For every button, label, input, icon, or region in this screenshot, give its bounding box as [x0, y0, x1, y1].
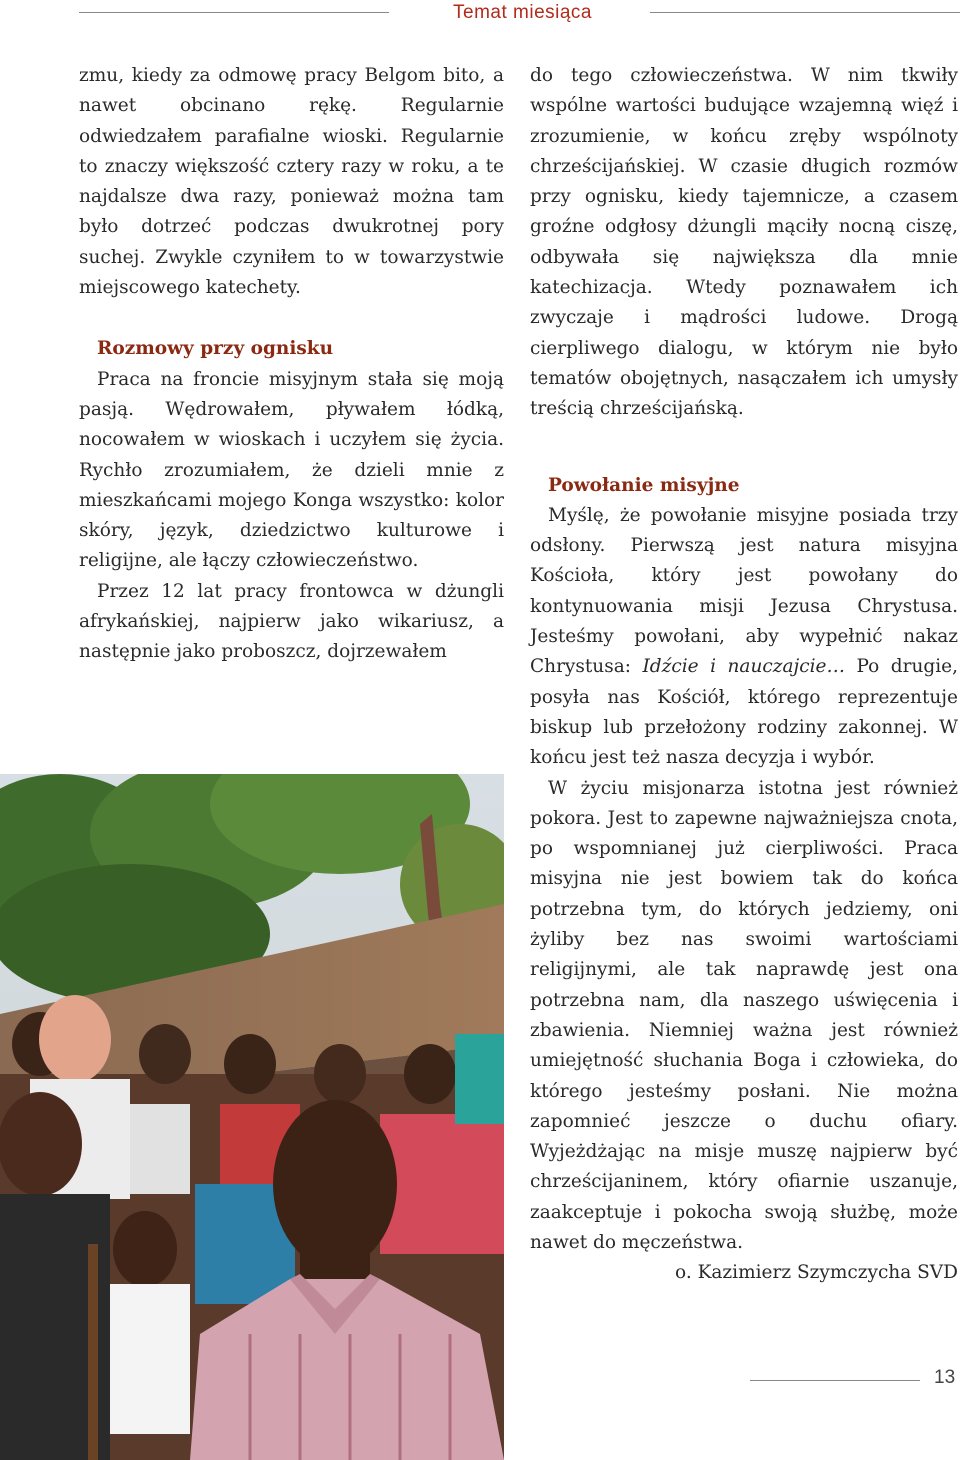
left-heading: Rozmowy przy ognisku — [97, 338, 334, 360]
right-paragraph-3: W życiu misjonarza istotna jest również pokora. Jest to zapewne najważniejsza cnota, po wspomnianej już cierpliwości. Praca misyjna nie jest bowiem tak do końca potrzebna tym, do których jedziemy, oni żyliby bez nas swoimi wartościami religijnymi, ale tak naprawdę jest ona potrzebna nam, dla naszego uświęcenia i zbawienia. Niemniej ważna jest również umiejętność słuchania Boga i człowieka, do którego jesteśmy posłani. Nie można zapomnieć jeszcze o duchu ofiary. Wyjeżdżając na misje muszę najpierw być chrześcijaninem, który ofiarnie uszanuje, zaakceptuje i pokocha swoją służbę, może nawet do męczeństwa. — [530, 777, 958, 1253]
page-number: 13 — [934, 1367, 956, 1388]
author-signature: o. Kazimierz Szymczycha SVD — [675, 1262, 958, 1284]
page-number-rule — [750, 1380, 920, 1381]
crowd-photo — [0, 774, 504, 1460]
right-paragraph-1: do tego człowieczeństwa. W nim tkwiły wspólne wartości budujące wzajemną więź i zrozumienie, w końcu zręby wspólnoty chrześcijańskiej. W czasie długich rozmów przy ognisku, kiedy tajemnicze, a czasem groźne odgłosy dżungli mąciły nocną ciszę, odbywała się największa dla mnie katechizacja. Wtedy poznawałem ich zwyczaje i mądrości ludowe. Drogą cierpliwego dialogu, w którym nie było tematów obojętnych, nasączałem ich umysły treścią chrześcijańską. — [530, 65, 958, 420]
header-rule-left — [79, 12, 389, 13]
left-paragraph-2: Praca na froncie misyjnym stała się moją pasją. Wędrowałem, pływałem łódką, nocowałem w wioskach i uczyłem się życia. Rychło zrozumiałem, że dzieli mnie z mieszkańcami mojego Konga wszystko: kolor skóry, język, dziedzictwo kulturowe i religijne, ale łączy człowieczeństwo. — [79, 368, 504, 572]
right-heading: Powołanie misyjne — [548, 474, 740, 496]
left-paragraph-1: zmu, kiedy za odmowę pracy Belgom bito, a nawet obcinano rękę. Regularnie odwiedzałem parafialne wioski. Regularnie to znaczy większość cztery razy w roku, a te najdalsze dwa razy, ponieważ można tam było dotrzeć podczas dwukrotnej pory suchej. Zwykle czyniłem to w towarzystwie miejscowego katechety. — [79, 65, 504, 299]
right-paragraph-2: Myślę, że powołanie misyjne posiada trzy odsłony. Pierwszą jest natura misyjna Kościoła, który jest powołany do kontynuowania misji Jezusa Chrystusa. Jesteśmy powołani, aby wypełnić nakaz Chrystusa: Idźcie i nauczajcie… Po drugie, posyła nas Kościół, którego reprezentuje biskup lub przełożony rodziny zakonnej. W końcu jest też nasza decyzja i wybór. — [530, 504, 958, 769]
left-paragraph-3: Przez 12 lat pracy frontowca w dżungli afrykańskiej, najpierw jako wikariusz, a następnie jako proboszcz, dojrzewałem — [79, 580, 504, 663]
section-title: Temat miesiąca — [453, 2, 592, 23]
left-column — [79, 61, 504, 668]
header-rule-right — [650, 12, 960, 13]
right-column — [530, 61, 958, 1289]
